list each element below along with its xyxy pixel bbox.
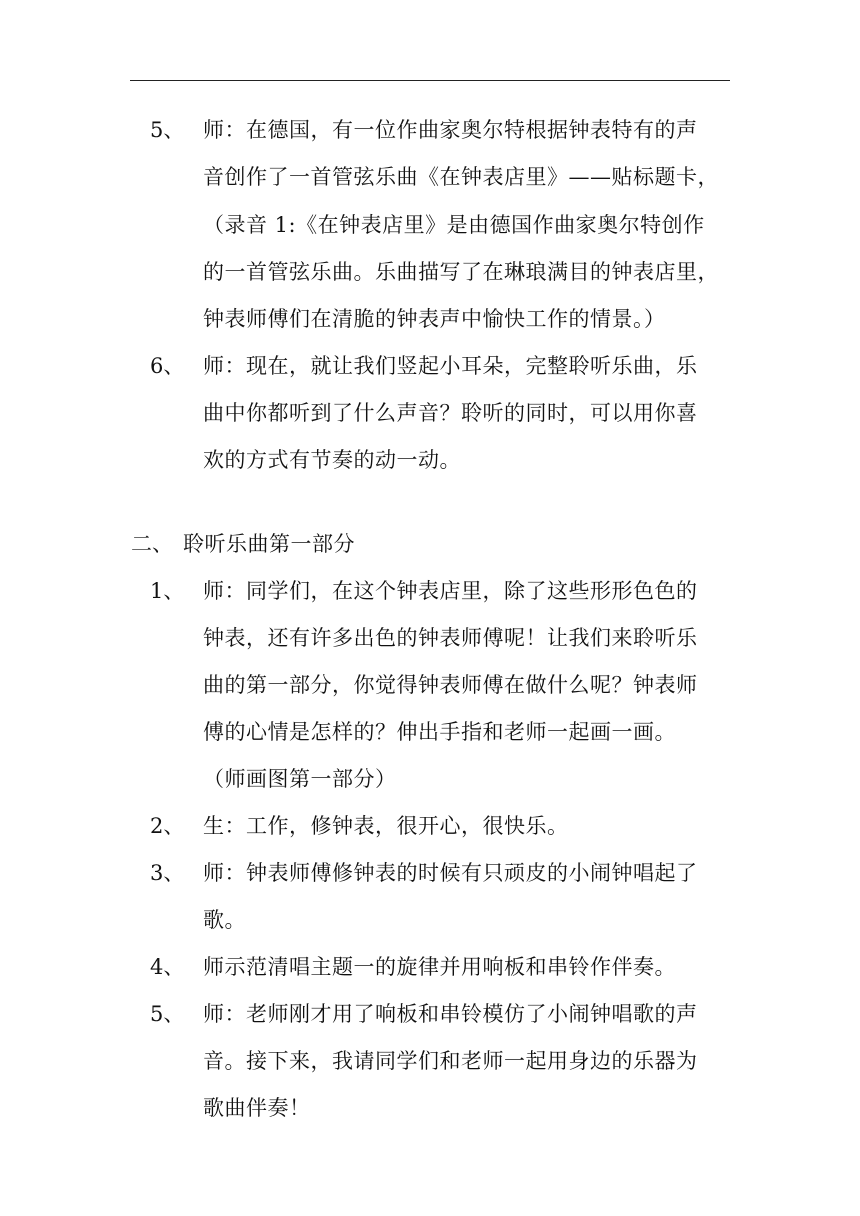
item-number: 5、 (150, 118, 185, 142)
item-number: 4、 (150, 955, 185, 979)
item-text-line: 生：工作，修钟表，很开心，很快乐。 (203, 814, 569, 838)
item-text-line: 师：老师刚才用了响板和串铃模仿了小闹钟唱歌的声 (203, 1002, 698, 1026)
item-text-line: （录音 1:《在钟表店里》是由德国作曲家奥尔特创作 (203, 213, 705, 237)
item-text-line: 钟表师傅们在清脆的钟表声中愉快工作的情景。） (203, 307, 666, 331)
section-number: 二、 (131, 532, 173, 556)
item-number: 5、 (150, 1002, 185, 1026)
item-text-line: 傅的心情是怎样的？伸出手指和老师一起画一画。 (203, 720, 676, 744)
item-text-line: 歌。 (203, 908, 246, 932)
item-text-line: 师：钟表师傅修钟表的时候有只顽皮的小闹钟唱起了 (203, 861, 698, 885)
item-number: 2、 (150, 814, 185, 838)
item-text-line: 音。接下来，我请同学们和老师一起用身边的乐器为 (203, 1049, 698, 1073)
item-text-line: 师：同学们，在这个钟表店里，除了这些形形色色的 (203, 579, 698, 603)
item-text-line: 的一首管弦乐曲。乐曲描写了在琳琅满目的钟表店里， (203, 260, 719, 284)
header-rule (130, 80, 730, 81)
item-text-line: 歌曲伴奏！ (203, 1096, 311, 1120)
item-text-line: 曲的第一部分，你觉得钟表师傅在做什么呢？钟表师 (203, 673, 698, 697)
item-text-line: 师：在德国，有一位作曲家奥尔特根据钟表特有的声 (203, 118, 698, 142)
item-number: 3、 (150, 861, 185, 885)
section-title: 聆听乐曲第一部分 (183, 532, 355, 556)
item-number: 6、 (150, 354, 185, 378)
item-text-line: （师画图第一部分） (203, 767, 397, 791)
item-text-line: 师示范清唱主题一的旋律并用响板和串铃作伴奏。 (203, 955, 676, 979)
item-number: 1、 (150, 579, 185, 603)
item-text-line: 欢的方式有节奏的动一动。 (203, 448, 461, 472)
item-text-line: 音创作了一首管弦乐曲《在钟表店里》——贴标题卡， (203, 165, 719, 189)
item-text-line: 钟表，还有许多出色的钟表师傅呢！让我们来聆听乐 (203, 626, 698, 650)
item-text-line: 曲中你都听到了什么声音？聆听的同时，可以用你喜 (203, 401, 698, 425)
item-text-line: 师：现在，就让我们竖起小耳朵，完整聆听乐曲，乐 (203, 354, 698, 378)
